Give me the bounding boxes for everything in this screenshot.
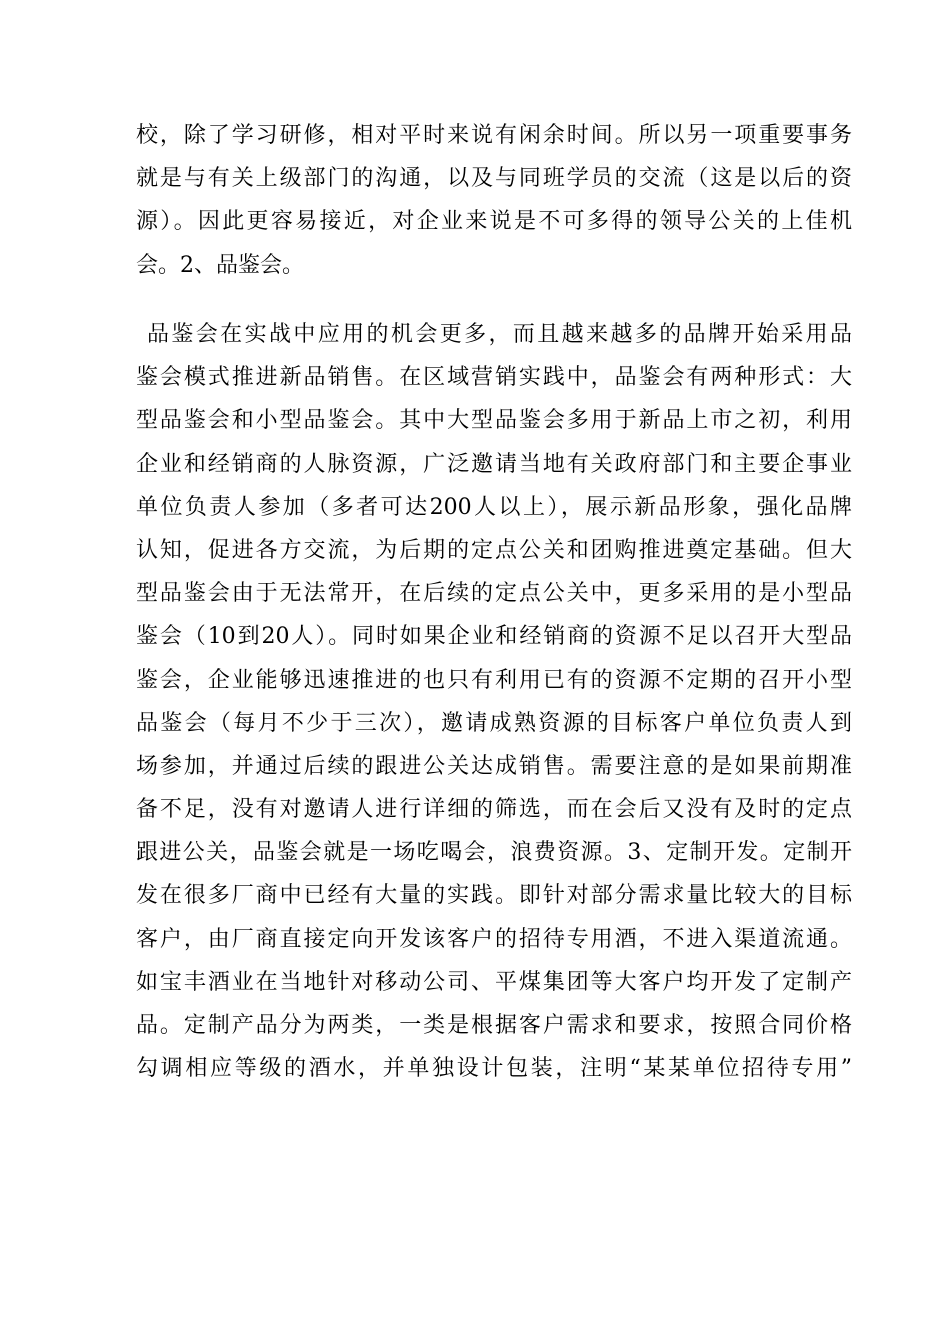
text-line: 跟进公关，品鉴会就是一场吃喝会，浪费资源。3、定制开发。定制开	[136, 840, 852, 866]
text-line: 型品鉴会由于无法常开，在后续的定点公关中，更多采用的是小型品	[136, 581, 852, 607]
text-line: 品鉴会（每月不少于三次），邀请成熟资源的目标客户单位负责人到	[136, 710, 852, 736]
text-line: 型品鉴会和小型品鉴会。其中大型品鉴会多用于新品上市之初，利用	[136, 408, 852, 434]
text-line: 源）。因此更容易接近，对企业来说是不可多得的领导公关的上佳机	[136, 209, 852, 235]
text-line: 如宝丰酒业在当地针对移动公司、平煤集团等大客户均开发了定制产	[136, 969, 852, 995]
text-line: 场参加，并通过后续的跟进公关达成销售。需要注意的是如果前期准	[136, 753, 852, 779]
text-line: 发在很多厂商中已经有大量的实践。即针对部分需求量比较大的目标	[136, 883, 852, 909]
text-line: 认知，促进各方交流，为后期的定点公关和团购推进奠定基础。但大	[136, 537, 852, 563]
text-line: 鉴会模式推进新品销售。在区域营销实践中，品鉴会有两种形式：大	[136, 365, 852, 391]
text-line: 客户，由厂商直接定向开发该客户的招待专用酒，不进入渠道流通。	[136, 926, 852, 952]
text-line: 品。定制产品分为两类，一类是根据客户需求和要求，按照合同价格	[136, 1013, 852, 1038]
paragraph-2	[136, 313, 852, 1090]
text-line: 校，除了学习研修，相对平时来说有闲余时间。所以另一项重要事务	[136, 123, 852, 148]
text-line: 单位负责人参加（多者可达200人以上），展示新品形象，强化品牌	[136, 494, 852, 520]
text-line: 备不足，没有对邀请人进行详细的筛选，而在会后又没有及时的定点	[136, 797, 852, 823]
text-line: 就是与有关上级部门的沟通，以及与同班学员的交流（这是以后的资	[136, 166, 852, 192]
text-line: 会。2、品鉴会。	[136, 252, 304, 278]
text-line: 企业和经销商的人脉资源，广泛邀请当地有关政府部门和主要企事业	[136, 451, 852, 477]
text-line: 鉴会，企业能够迅速推进的也只有利用已有的资源不定期的召开小型	[136, 667, 852, 693]
text-line: 勾调相应等级的酒水，并单独设计包装，注明“某某单位招待专用”	[136, 1056, 852, 1082]
paragraph-1	[136, 114, 852, 287]
text-line: 鉴会（10到20人）。同时如果企业和经销商的资源不足以召开大型品	[136, 624, 852, 650]
text-line: 品鉴会在实战中应用的机会更多，而且越来越多的品牌开始采用品	[147, 322, 852, 347]
